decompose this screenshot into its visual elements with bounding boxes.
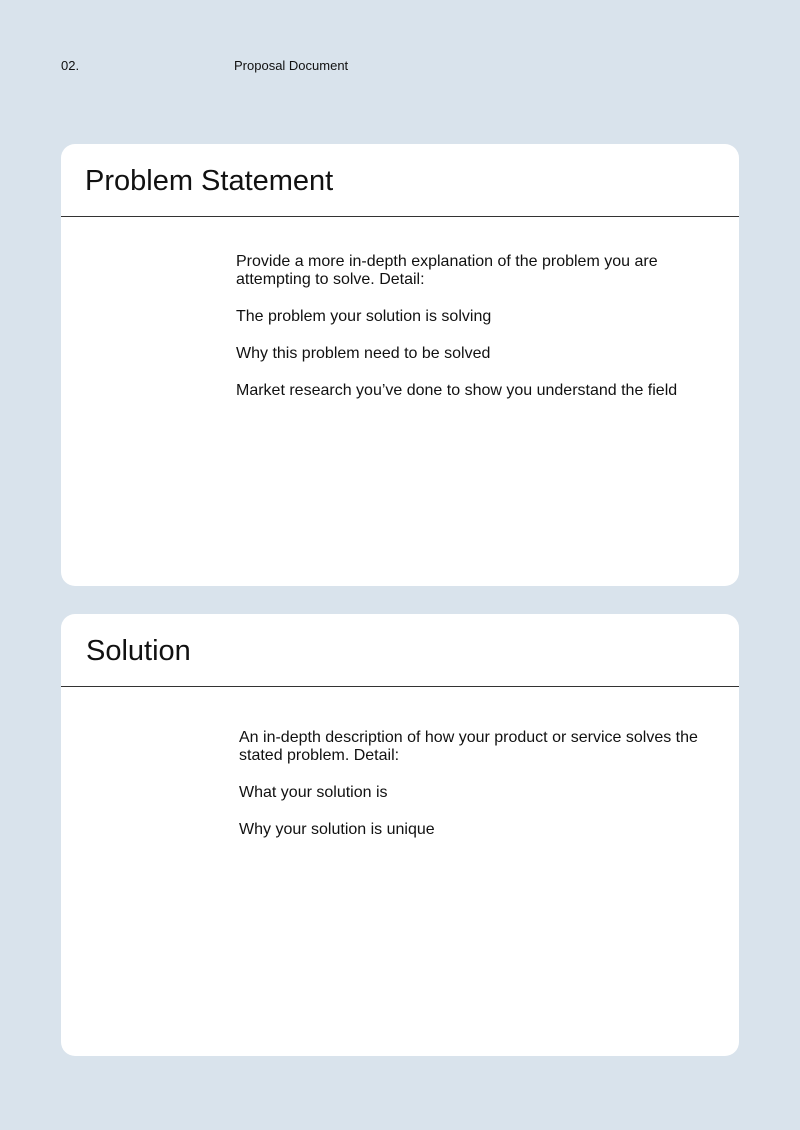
problem-statement-heading: Problem Statement [85,165,334,197]
problem-divider [61,216,739,217]
solution-detail-item: Why your solution is unique [239,821,435,838]
problem-statement-body [236,253,696,419]
solution-body [239,729,699,858]
solution-divider [61,686,739,687]
solution-heading: Solution [86,635,191,667]
solution-intro-text: An in-depth description of how your product or service solves the stated problem. Detail: [239,729,698,764]
problem-intro-text: Provide a more in-depth explanation of the problem you are attempting to solve. Detail: [236,253,658,288]
problem-detail-item: Market research you’ve done to show you understand the field [236,382,678,399]
solution-detail-item: What your solution is [239,784,388,801]
document-title: Proposal Document [234,58,349,73]
problem-statement-card [61,144,739,586]
page-number: 02. [61,58,80,73]
problem-detail-item: The problem your solution is solving [236,308,492,325]
solution-card [61,614,739,1056]
problem-detail-item: Why this problem need to be solved [236,345,491,362]
